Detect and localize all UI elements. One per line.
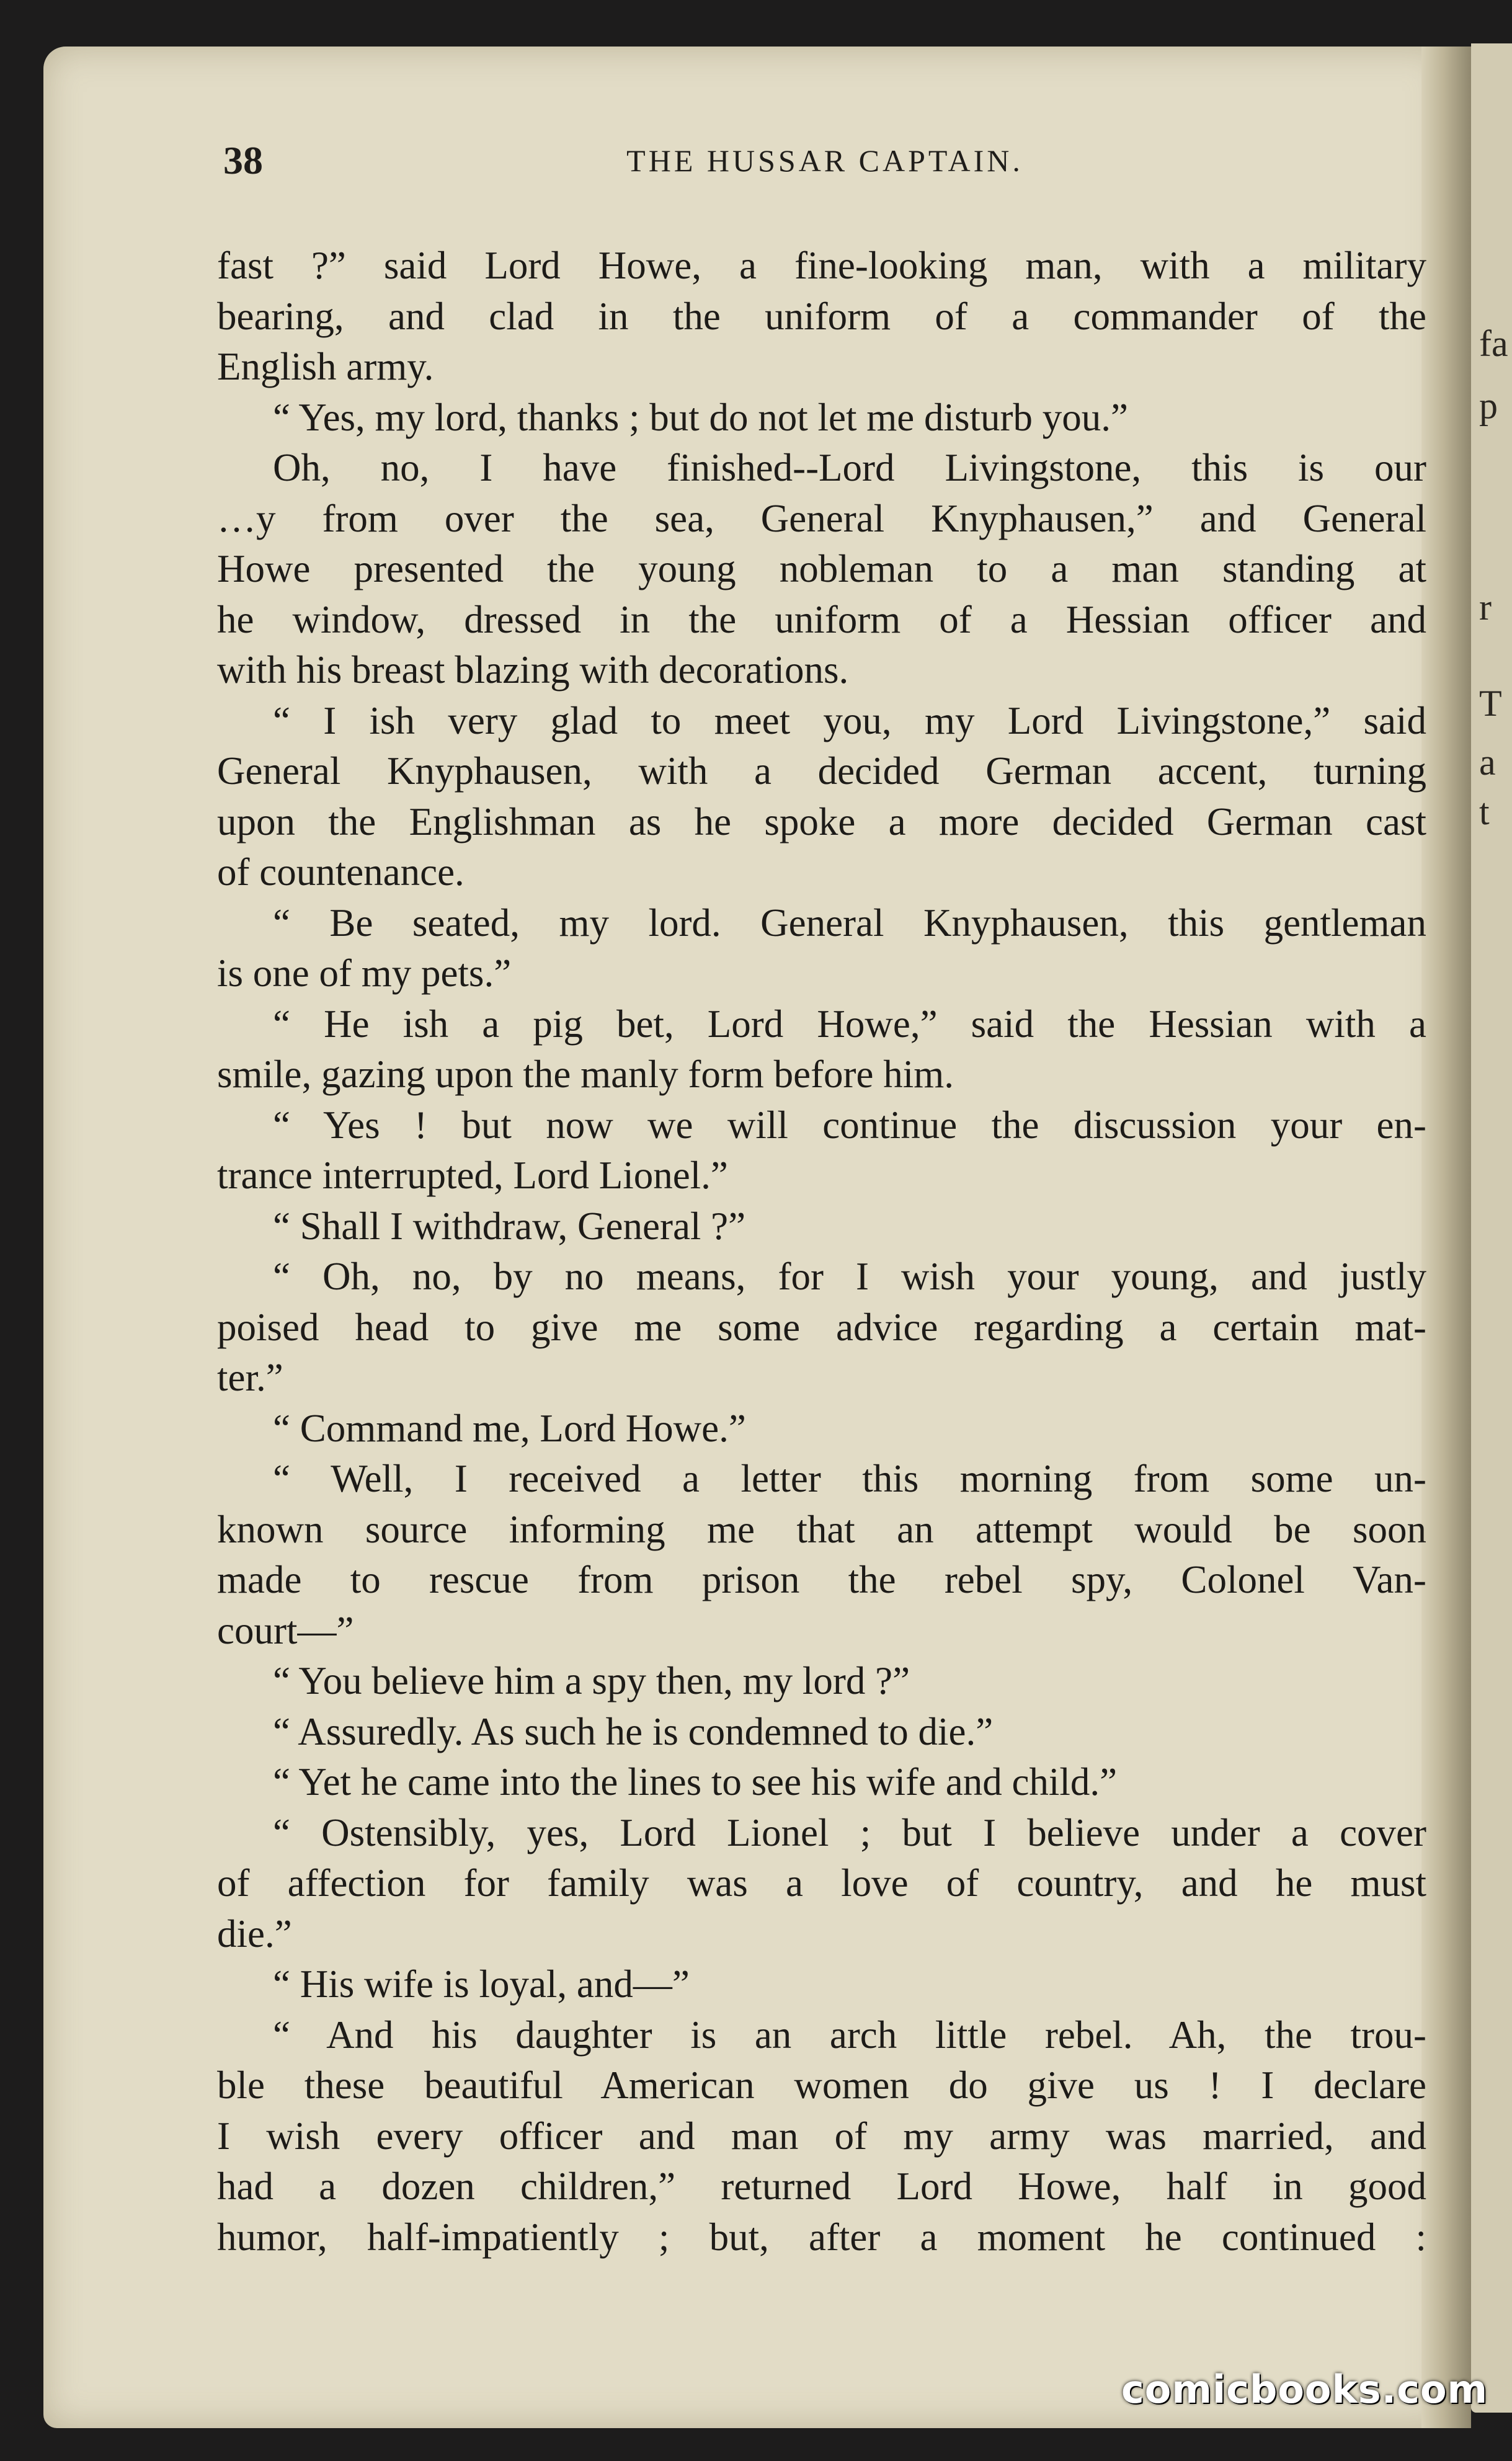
book-gutter	[1421, 47, 1471, 2428]
watermark: comicbooks.com	[1121, 2367, 1488, 2412]
text-line: die.”	[217, 1911, 292, 1956]
text-line: “ You believe him a spy then, my lord ?”	[273, 1659, 910, 1702]
facing-page-letter: fa	[1479, 323, 1508, 364]
text-line: Oh, no, I have finished--Lord Livingstone, this is our	[273, 446, 1426, 489]
facing-page-letter: t	[1479, 791, 1490, 832]
running-header	[223, 138, 1426, 181]
text-line: I wish every officer and man of my army was married, and	[217, 2114, 1426, 2158]
text-line: ble these beautiful American women do give us ! I declare	[217, 2063, 1426, 2107]
text-line: English army.	[217, 345, 434, 388]
text-line: General Knyphausen, with a decided German accent, turning	[217, 749, 1426, 793]
facing-page-letter: a	[1479, 742, 1496, 783]
text-line: had a dozen children,” returned Lord Howe, half in good	[217, 2165, 1426, 2208]
facing-page-letter: T	[1479, 683, 1502, 724]
text-line: known source informing me that an attempt would be soon	[217, 1507, 1426, 1551]
text-line: “ Yes ! but now we will continue the discussion your en-	[273, 1103, 1426, 1147]
text-line: court—”	[217, 1608, 354, 1652]
text-line: made to rescue from prison the rebel spy, Colonel Van-	[217, 1558, 1426, 1601]
text-line: upon the Englishman as he spoke a more decided German cast	[217, 799, 1426, 843]
text-line: Howe presented the young nobleman to a man standing at	[217, 547, 1426, 590]
running-head-title: THE HUSSAR CAPTAIN.	[626, 143, 1023, 178]
text-line: ter.”	[217, 1356, 283, 1399]
text-line: “ Well, I received a letter this morning from some un-	[273, 1457, 1426, 1500]
text-line: trance interrupted, Lord Lionel.”	[217, 1154, 728, 1197]
facing-page-letter: r	[1479, 587, 1492, 628]
text-line: bearing, and clad in the uniform of a commander of the	[217, 294, 1426, 338]
text-line: “ His wife is loyal, and—”	[273, 1962, 690, 2006]
text-line: “ Yes, my lord, thanks ; but do not let me disturb you.”	[273, 395, 1128, 439]
text-line: “ Oh, no, by no means, for I wish your young, and justly	[273, 1255, 1426, 1298]
text-line: “ I ish very glad to meet you, my Lord Livingstone,” said	[273, 698, 1426, 742]
text-line: “ Be seated, my lord. General Knyphausen, this gentleman	[273, 901, 1426, 945]
text-line: smile, gazing upon the manly form before him.	[217, 1052, 954, 1096]
text-line: poised head to give me some advice regarding a certain mat-	[217, 1305, 1426, 1349]
text-line: “ Assuredly. As such he is condemned to die.”	[273, 1709, 994, 1753]
text-line: of countenance.	[217, 850, 465, 894]
text-line: he window, dressed in the uniform of a Hessian officer and	[217, 597, 1426, 641]
page-body-text	[217, 241, 1426, 2263]
text-line: “ And his daughter is an arch little rebel. Ah, the trou-	[273, 2013, 1426, 2057]
page-number: 38	[223, 138, 263, 182]
text-line: of affection for family was a love of country, and he must	[217, 1861, 1426, 1905]
text-line: fast ?” said Lord Howe, a fine-looking man, with a military	[217, 244, 1426, 287]
text-line: “ Ostensibly, yes, Lord Lionel ; but I believe under a cover	[273, 1810, 1426, 1854]
text-line: “ Shall I withdraw, General ?”	[273, 1204, 746, 1248]
text-line: is one of my pets.”	[217, 951, 512, 995]
text-line: humor, half-impatiently ; but, after a moment he continued :	[217, 2215, 1426, 2259]
text-line: “ He ish a pig bet, Lord Howe,” said the Hessian with a	[273, 1002, 1426, 1046]
text-line: “ Command me, Lord Howe.”	[273, 1406, 746, 1450]
text-line: “ Yet he came into the lines to see his wife and child.”	[273, 1760, 1118, 1804]
text-line: …y from over the sea, General Knyphausen,” and General	[217, 496, 1426, 540]
facing-page-letter: p	[1479, 385, 1498, 426]
text-line: with his breast blazing with decorations.	[217, 648, 849, 692]
